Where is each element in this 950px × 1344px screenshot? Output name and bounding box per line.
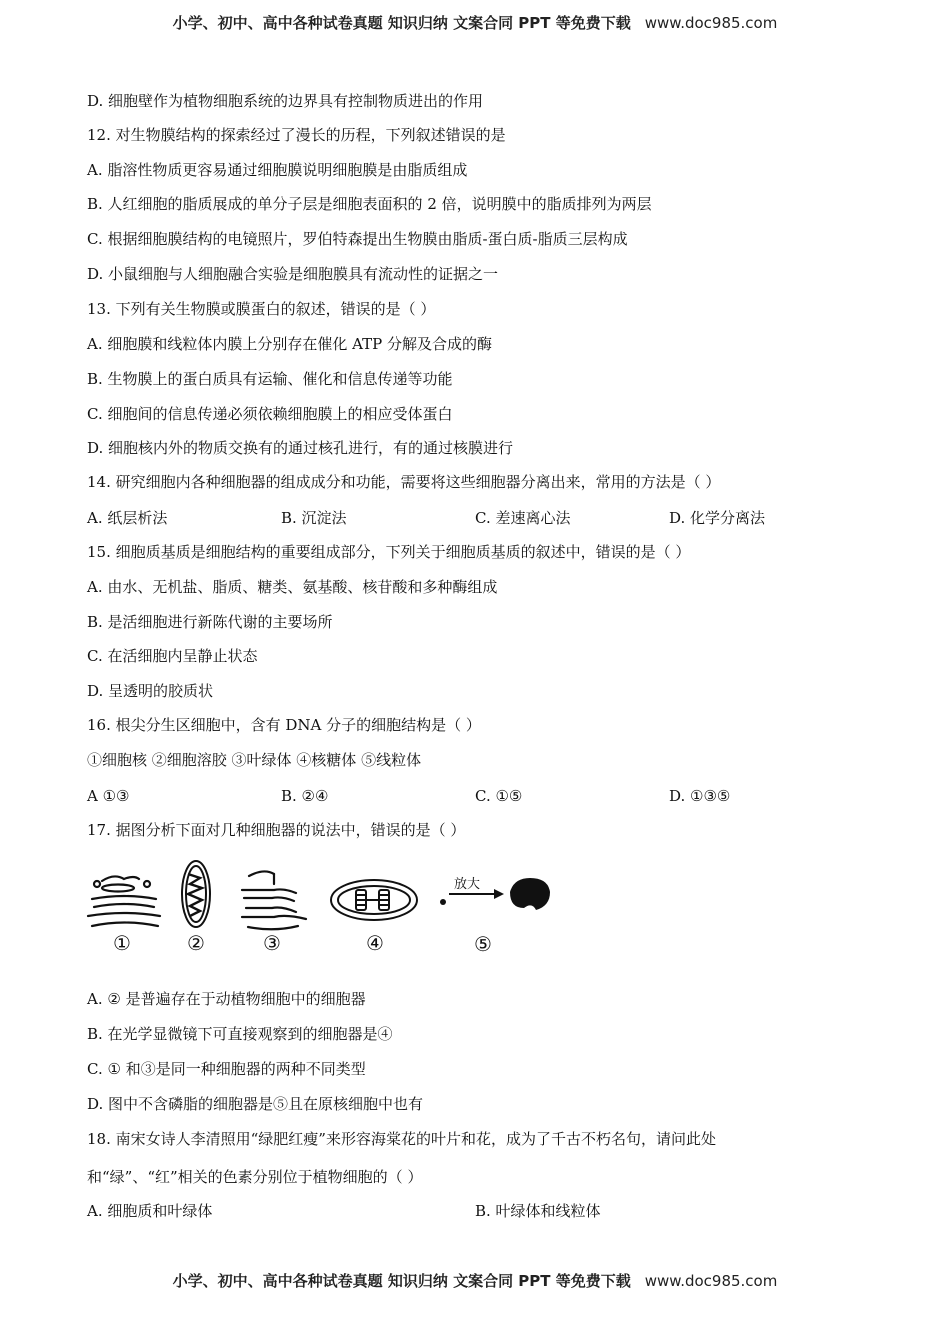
q18-stem-line2: 和“绿”、“红”相关的色素分别位于植物细胞的（ ） xyxy=(87,1168,423,1186)
q14-option-d: D. 化学分离法 xyxy=(669,509,766,527)
q15-option-c: C. 在活细胞内呈静止状态 xyxy=(87,647,258,665)
figure-label-4: ④ xyxy=(366,931,384,955)
q16-option-b: B. ②④ xyxy=(281,787,329,805)
ribosome-icon xyxy=(440,876,550,910)
q16-option-a: A ①③ xyxy=(87,787,130,805)
q15-stem: 15. 细胞质基质是细胞结构的重要组成部分，下列关于细胞质基质的叙述中，错误的是（ ） xyxy=(87,543,691,561)
q17-stem: 17. 据图分析下面对几种细胞器的说法中，错误的是（ ） xyxy=(87,821,466,839)
q14-stem: 14. 研究细胞内各种细胞器的组成成分和功能，需要将这些细胞器分离出来，常用的方法是（ ） xyxy=(87,473,721,491)
figure-label-3: ③ xyxy=(263,931,281,955)
q12-option-b: B. 人红细胞的脂质展成的单分子层是细胞表面积的 2 倍，说明膜中的脂质排列为两层 xyxy=(87,195,652,213)
q12-option-d: D. 小鼠细胞与人细胞融合实验是细胞膜具有流动性的证据之一 xyxy=(87,265,499,283)
page-header xyxy=(0,12,950,33)
q12-option-a: A. 脂溶性物质更容易通过细胞膜说明细胞膜是由脂质组成 xyxy=(87,161,468,179)
q12-option-c: C. 根据细胞膜结构的电镜照片，罗伯特森提出生物膜由脂质-蛋白质-脂质三层构成 xyxy=(87,230,628,248)
header-text: 小学、初中、高中各种试卷真题 知识归纳 文案合同 PPT 等免费下载 xyxy=(172,14,631,32)
q14-option-c: C. 差速离心法 xyxy=(475,509,571,527)
q18-option-a: A. 细胞质和叶绿体 xyxy=(87,1202,213,1220)
figure-label-5: ⑤ xyxy=(474,932,492,956)
q13-stem: 13. 下列有关生物膜或膜蛋白的叙述，错误的是（ ） xyxy=(87,300,436,318)
q17-option-a: A. ② 是普遍存在于动植物细胞中的细胞器 xyxy=(87,990,366,1008)
q18-option-b: B. 叶绿体和线粒体 xyxy=(475,1202,601,1220)
q12-stem: 12. 对生物膜结构的探索经过了漫长的历程，下列叙述错误的是 xyxy=(87,126,506,144)
mitochondrion-icon xyxy=(182,861,210,927)
q14-option-b: B. 沉淀法 xyxy=(281,509,347,527)
magnify-label: 放大 xyxy=(454,877,481,892)
q17-option-c: C. ① 和③是同一种细胞器的两种不同类型 xyxy=(87,1060,366,1078)
golgi-icon xyxy=(88,876,160,926)
q15-option-d: D. 呈透明的胶质状 xyxy=(87,682,214,700)
q17-option-b: B. 在光学显微镜下可直接观察到的细胞器是④ xyxy=(87,1025,393,1043)
page-footer xyxy=(0,1270,950,1291)
q13-option-b: B. 生物膜上的蛋白质具有运输、催化和信息传递等功能 xyxy=(87,370,453,388)
q16-stem: 16. 根尖分生区细胞中，含有 DNA 分子的细胞结构是（ ） xyxy=(87,716,481,734)
q16-option-c: C. ①⑤ xyxy=(475,787,523,805)
figure-label-1: ① xyxy=(113,931,131,955)
chloroplast-icon xyxy=(331,880,417,920)
q16-option-d: D. ①③⑤ xyxy=(669,787,731,805)
q16-items: ①细胞核 ②细胞溶胶 ③叶绿体 ④核糖体 ⑤线粒体 xyxy=(87,751,422,769)
q13-option-d: D. 细胞核内外的物质交换有的通过核孔进行，有的通过核膜进行 xyxy=(87,439,514,457)
organelle-figure xyxy=(84,850,564,965)
q13-option-c: C. 细胞间的信息传递必须依赖细胞膜上的相应受体蛋白 xyxy=(87,405,453,423)
q17-option-d: D. 图中不含磷脂的细胞器是⑤且在原核细胞中也有 xyxy=(87,1095,424,1113)
header-url[interactable]: www.doc985.com xyxy=(644,14,778,32)
endoplasmic-reticulum-icon xyxy=(242,871,306,929)
q15-option-b: B. 是活细胞进行新陈代谢的主要场所 xyxy=(87,613,333,631)
q18-stem-line1: 18. 南宋女诗人李清照用“绿肥红瘦”来形容海棠花的叶片和花，成为了千古不朽名句，请问此处 xyxy=(87,1130,716,1148)
figure-label-2: ② xyxy=(187,931,205,955)
q15-option-a: A. 由水、无机盐、脂质、糖类、氨基酸、核苷酸和多种酶组成 xyxy=(87,578,498,596)
footer-text: 小学、初中、高中各种试卷真题 知识归纳 文案合同 PPT 等免费下载 xyxy=(172,1272,631,1290)
q14-option-a: A. 纸层析法 xyxy=(87,509,168,527)
q11-option-d: D. 细胞壁作为植物细胞系统的边界具有控制物质进出的作用 xyxy=(87,92,484,110)
q13-option-a: A. 细胞膜和线粒体内膜上分别存在催化 ATP 分解及合成的酶 xyxy=(87,335,493,353)
footer-url[interactable]: www.doc985.com xyxy=(644,1272,778,1290)
